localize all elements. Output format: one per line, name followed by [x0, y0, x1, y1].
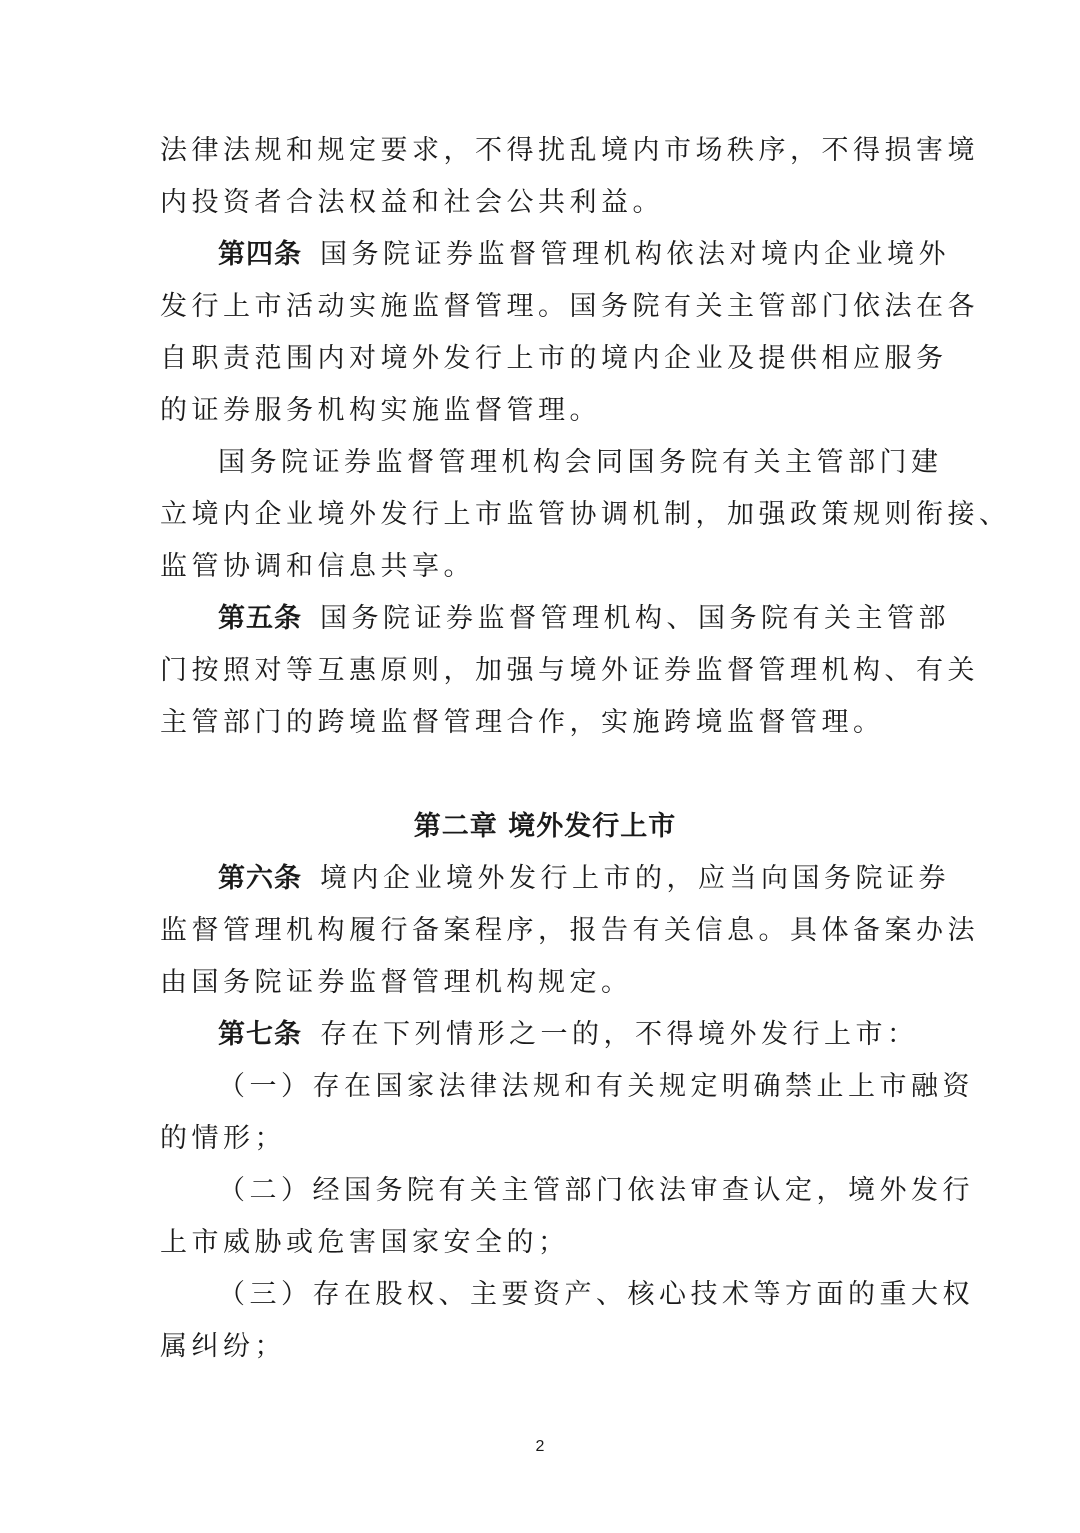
document-body [160, 125, 1011, 1373]
paragraph-line: 法律法规和规定要求，不得扰乱境内市场秩序，不得损害境 [160, 135, 979, 166]
paragraph-line: 监督管理机构履行备案程序，报告有关信息。具体备案办法 [160, 915, 979, 946]
paragraph-line: 监管协调和信息共享。 [160, 551, 475, 582]
paragraph-line: 内投资者合法权益和社会公共利益。 [160, 187, 664, 218]
list-item-line: 属纠纷； [160, 1331, 286, 1362]
paragraph-line: 国务院证券监督管理机构会同国务院有关主管部门建 [218, 447, 943, 478]
paragraph-line: 自职责范围内对境外发行上市的境内企业及提供相应服务 [160, 343, 948, 374]
article-5-first-line [160, 593, 950, 645]
article-7-heading: 第七条 [218, 1019, 302, 1050]
article-5-text: 国务院证券监督管理机构、国务院有关主管部 [320, 603, 950, 634]
paragraph-line: 由国务院证券监督管理机构规定。 [160, 967, 633, 998]
list-item-line: （二）经国务院有关主管部门依法审查认定，境外发行 [218, 1175, 974, 1206]
article-7-first-line [160, 1009, 930, 1061]
paragraph-line: 发行上市活动实施监督管理。国务院有关主管部门依法在各 [160, 291, 979, 322]
list-item-line: （三）存在股权、主要资产、核心技术等方面的重大权 [218, 1279, 974, 1310]
page-number: 2 [535, 1438, 545, 1455]
list-item-line: 上市威胁或危害国家安全的； [160, 1227, 570, 1258]
article-7-text: 存在下列情形之一的，不得境外发行上市： [320, 1019, 919, 1050]
spacer [160, 749, 930, 801]
article-4-first-line [160, 229, 950, 281]
paragraph-line: 立境内企业境外发行上市监管协调机制，加强政策规则衔接、 [160, 499, 1011, 530]
chapter-title: 第二章 境外发行上市 [413, 811, 677, 842]
article-5-heading: 第五条 [218, 603, 302, 634]
paragraph-line: 的证券服务机构实施监督管理。 [160, 395, 601, 426]
paragraph-line: 主管部门的跨境监督管理合作，实施跨境监督管理。 [160, 707, 885, 738]
list-item-line: （一）存在国家法律法规和有关规定明确禁止上市融资 [218, 1071, 974, 1102]
article-4-heading: 第四条 [218, 239, 302, 270]
article-6-heading: 第六条 [218, 863, 302, 894]
article-4-text: 国务院证券监督管理机构依法对境内企业境外 [320, 239, 950, 270]
list-item-line: 的情形； [160, 1123, 286, 1154]
article-6-first-line [160, 853, 950, 905]
article-6-text: 境内企业境外发行上市的，应当向国务院证券 [320, 863, 950, 894]
paragraph-line: 门按照对等互惠原则，加强与境外证券监督管理机构、有关 [160, 655, 979, 686]
